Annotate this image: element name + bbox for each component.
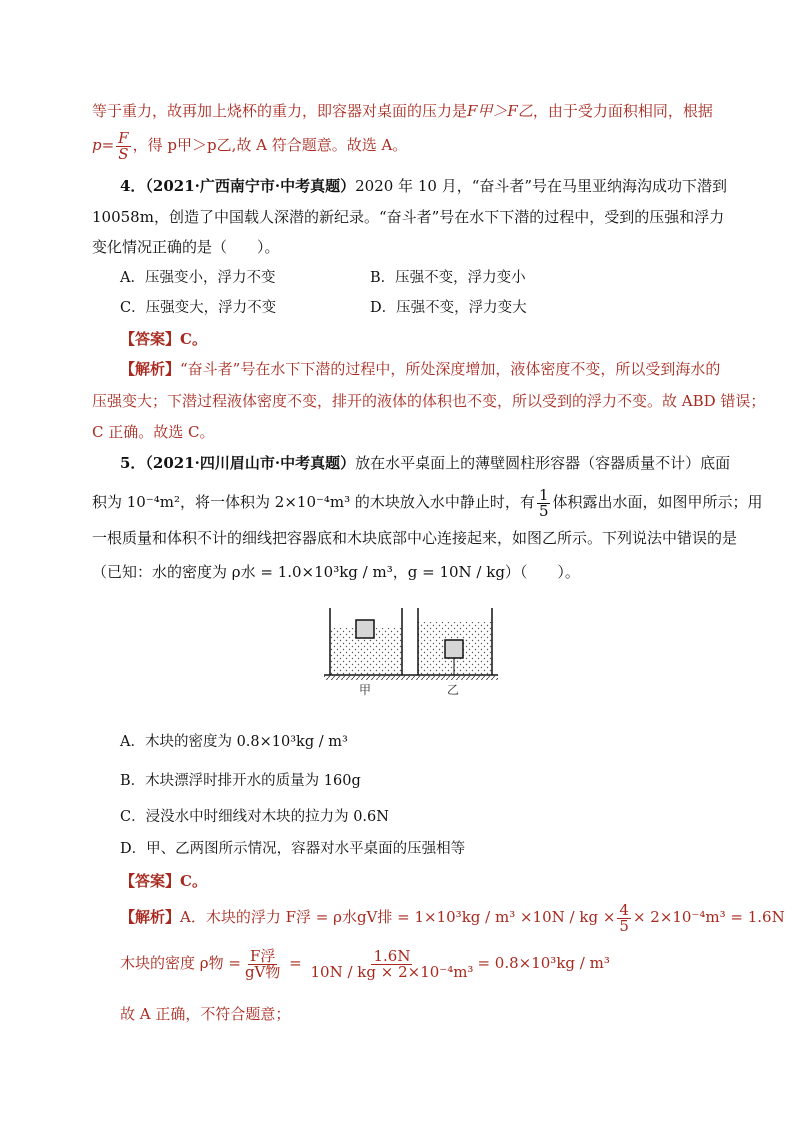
q4-stem-3: 变化情况正确的是（ ）。: [92, 238, 280, 256]
q4-analysis-1: [120, 358, 720, 380]
q5-density-line: 木块的密度 ρ物 = $\frac{\text{F浮}}{\text{gV物}}$ = $\frac{1.6N}{\text{10N / kg × 2×10⁻⁴m³}}$ = 0.8×10³kg / m³: [120, 946, 610, 981]
q5-stem-2b: 体积露出水面，如图甲所示；用: [552, 493, 763, 511]
top-line-1: [92, 100, 713, 122]
frac-den: 10N / kg × 2×10⁻⁴m³: [310, 962, 474, 981]
frac-num: 1.6N: [373, 946, 411, 965]
frac-den: 5: [619, 916, 629, 935]
formula-fraction: [116, 128, 130, 163]
q5-option-a: A．木块的密度为 0.8×10³kg / m³: [120, 734, 348, 750]
q4-option-a: A．压强变小，浮力不变: [120, 270, 276, 286]
q4-source: 4．（2021·广西南宁市·中考真题）: [120, 177, 356, 195]
q5-fraction: [537, 485, 551, 520]
frac-den: S: [118, 144, 129, 163]
q5-analysis-tail: × 2×10⁻⁴m³ = 1.6N: [632, 908, 785, 926]
density-prefix: 木块的密度 ρ物 =: [120, 954, 241, 972]
q4-stem-2: 10058m，创造了中国载人深潜的新纪录。“奋斗者”号在水下下潜的过程中，受到的压强和浮力: [92, 208, 725, 226]
q4-option-c: C．压强变大，浮力不变: [120, 300, 277, 316]
top-line-2: [92, 130, 407, 162]
q5-stem-3: 一根质量和体积不计的细线把容器底和木块底部中心连接起来，如图乙所示。下列说法中错误的是: [92, 529, 738, 547]
frac-den: gV物: [244, 962, 281, 981]
table-hatch: [324, 676, 498, 680]
q4-analysis-text-1: “奋斗者”号在水下下潜的过程中，所处深度增加，液体密度不变，所以受到海水的: [180, 360, 721, 378]
density-fraction-1: [243, 946, 282, 981]
q5-answer: 【答案】C。: [120, 872, 207, 890]
figure-label-jia: 甲: [359, 683, 372, 697]
q5-stem-1: 放在水平桌面上的薄壁圆柱形容器（容器质量不计）底面: [355, 454, 731, 472]
q4-analysis-2: 压强变大；下潜过程液体密度不变，排开的液体的体积也不变，所以受到的浮力不变。故 ABD 错误；: [92, 392, 766, 410]
frac-num: F浮: [249, 946, 276, 965]
frac-num: F: [118, 128, 129, 147]
q5-analysis-label: 【解析】: [120, 908, 181, 926]
q5-stem-4: （已知：水的密度为 ρ水 = 1.0×10³kg / m³，g = 10N / kg）（ ）。: [92, 563, 580, 581]
top-line-2-tail: ，得 p甲＞p乙,故 A 符合题意。故选 A。: [132, 136, 408, 154]
q4-analysis-label: 【解析】: [120, 360, 181, 378]
q4-answer: 【答案】C。: [120, 330, 207, 348]
q4-stem-1: 2020 年 10 月，“奋斗者”号在马里亚纳海沟成功下潜到: [355, 177, 728, 195]
frac-den: 5: [538, 501, 549, 520]
wood-block-yi: [445, 640, 463, 658]
top-line-1-tail: ，由于受力面积相同，根据: [532, 102, 713, 120]
q4-option-b: B．压强不变，浮力变小: [370, 270, 526, 286]
q4-option-d: D．压强不变，浮力变大: [370, 300, 527, 316]
q5-analysis-fraction: [617, 900, 631, 935]
q5-option-c: C．浸没水中时细线对木块的拉力为 0.6N: [120, 809, 389, 825]
formula-p: p=: [92, 136, 115, 154]
q5-line-2: [92, 485, 763, 519]
q5-stem-2a: 积为 10⁻⁴m²，将一体积为 2×10⁻⁴m³ 的木块放入水中静止时，有: [92, 493, 535, 511]
q5-source: 5．（2021·四川眉山市·中考真题）: [120, 454, 356, 472]
density-result: = 0.8×10³kg / m³: [477, 954, 610, 972]
top-line-1-text: 等于重力，故再加上烧杯的重力，即容器对桌面的压力是: [92, 102, 468, 120]
q4-line-1: [120, 175, 727, 197]
q5-line-1: [120, 452, 730, 474]
figure-label-yi: 乙: [447, 683, 460, 697]
q5-analysis-1: [120, 900, 785, 934]
q5-conclusion: 故 A 正确，不符合题意；: [120, 1005, 291, 1023]
q5-option-d: D．甲、乙两图所示情况，容器对水平桌面的压强相等: [120, 841, 466, 857]
wood-block-jia: [356, 620, 374, 638]
density-fraction-2: [308, 946, 475, 981]
containers-figure: [318, 600, 504, 680]
frac-num: 1: [538, 485, 549, 504]
q4-analysis-3: C 正确。故选 C。: [92, 423, 215, 441]
pressure-relation: F甲＞F乙: [467, 102, 533, 120]
q5-option-b: B．木块漂浮时排开水的质量为 160g: [120, 773, 361, 789]
frac-num: 4: [619, 900, 629, 919]
q5-analysis-text-1: A．木块的浮力 F浮 = ρ水gV排 = 1×10³kg / m³ ×10N / kg ×: [180, 908, 616, 926]
